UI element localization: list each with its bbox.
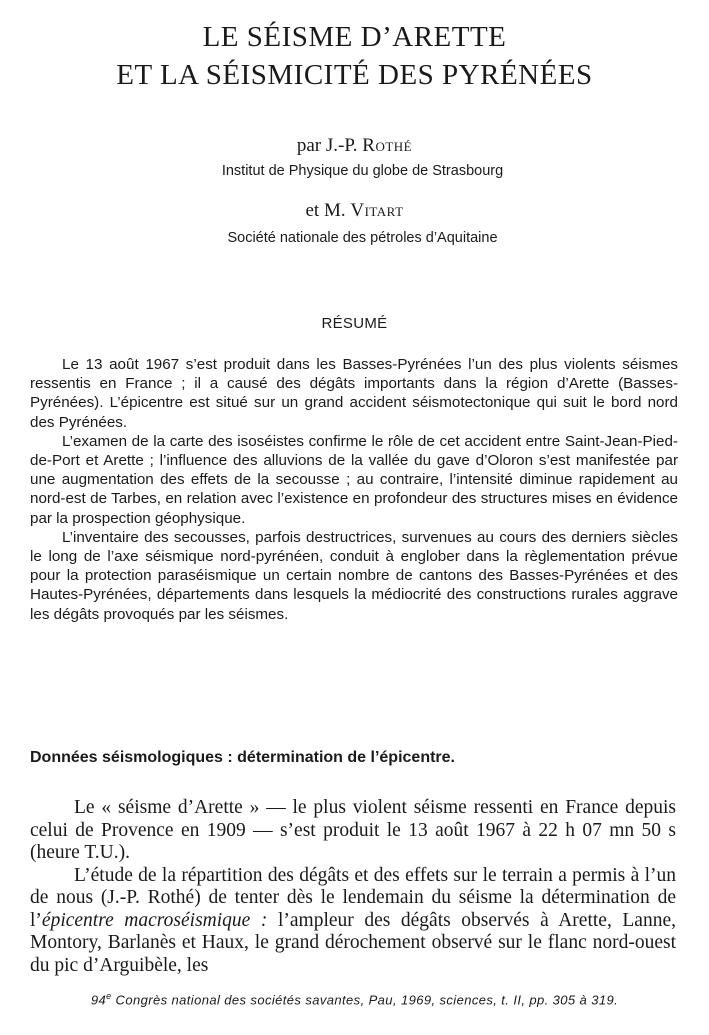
body-paragraph-1: Le « séisme d’Arette » — le plus violent séisme ressenti en France depuis celui de Provence en 1909 — s’est produit le 13 août 1967 à 22 h 07 mn 50 s (heure T.U.). [30, 797, 676, 863]
footer-number: 94 [90, 992, 107, 1008]
body-paragraph-2-end: l’ampleur des dégâts observés à Arette, Lanne, Montory, Barlanès et Haux, le grand dérochement observé sur le flanc nord-ouest du pic d’Arguibèle, les [30, 909, 676, 976]
body-paragraph-2 [30, 865, 676, 978]
body-text [30, 797, 676, 977]
author-1-prefix: par J.-P. [296, 135, 363, 156]
title-line-2: ET LA SÉISMICITÉ DES PYRÉNÉES [116, 59, 593, 91]
resume-paragraph-2: L’examen de la carte des isoséistes confirme le rôle de cet accident entre Saint-Jean-Pied-de-Port et Arette ; l’influence des alluvions de la vallée du gave d’Oloron s’est manifestée par une augmentation des effets de la secousse ; au contraire, l’intensité diminue rapidement au nord-est de Tarbes, en relation avec l’existence en profondeur des structures mises en évidence par la prospection géophysique. [30, 432, 678, 527]
resume-heading: RÉSUMÉ [321, 315, 388, 332]
resume-paragraph-1: Le 13 août 1967 s’est produit dans les Basses-Pyrénées l’un des plus violents séismes ressentis en France ; il a causé des dégâts importants dans la région d’Arette (Basses-Pyrénées). L’épicentre est situé sur un grand accident séismotectonique qui suit le bord nord des Pyrénées. [30, 356, 678, 431]
author-2-byline [0, 200, 709, 222]
body-paragraph-2-start: L’étude de la répartition des dégâts et des effets sur le terrain a permis à l’un de nous (J.-P. Rothé) de tenter dès le lendemain du séisme la détermination de l’ [30, 864, 676, 931]
author-1-surname: Rothé [362, 135, 413, 156]
title-line-1: LE SÉISME D’ARETTE [202, 21, 507, 53]
citation-footer [0, 991, 709, 1007]
author-2-institution: Société nationale des pétroles d’Aquitaine [227, 230, 498, 246]
author-2-surname: Vitart [350, 200, 404, 221]
author-1-institution: Institut de Physique du globe de Strasbourg [221, 163, 504, 179]
body-paragraph-2-italic: épicentre macroséismique : [41, 909, 268, 931]
footer-text: Congrès national des sociétés savantes, Pau, 1969, sciences, t. II, pp. 305 à 319. [111, 992, 619, 1008]
footer-superscript: e [106, 991, 112, 1001]
resume-abstract [30, 355, 678, 624]
resume-paragraph-3: L’inventaire des secousses, parfois destructrices, survenues au cours des derniers siècles le long de l’axe séismique nord-pyrénéen, conduit à englober dans la règlementation prévue pour la protection paraséismique un certain nombre de cantons des Basses-Pyrénées et des Hautes-Pyrénées, départements dans lesquels la médiocrité des constructions rurales aggrave les dégâts provoqués par les séismes. [30, 528, 678, 623]
section-heading: Données séismologiques : détermination de l’épicentre. [30, 749, 455, 766]
author-2-prefix: et M. [305, 200, 351, 221]
author-1-byline [0, 135, 709, 157]
